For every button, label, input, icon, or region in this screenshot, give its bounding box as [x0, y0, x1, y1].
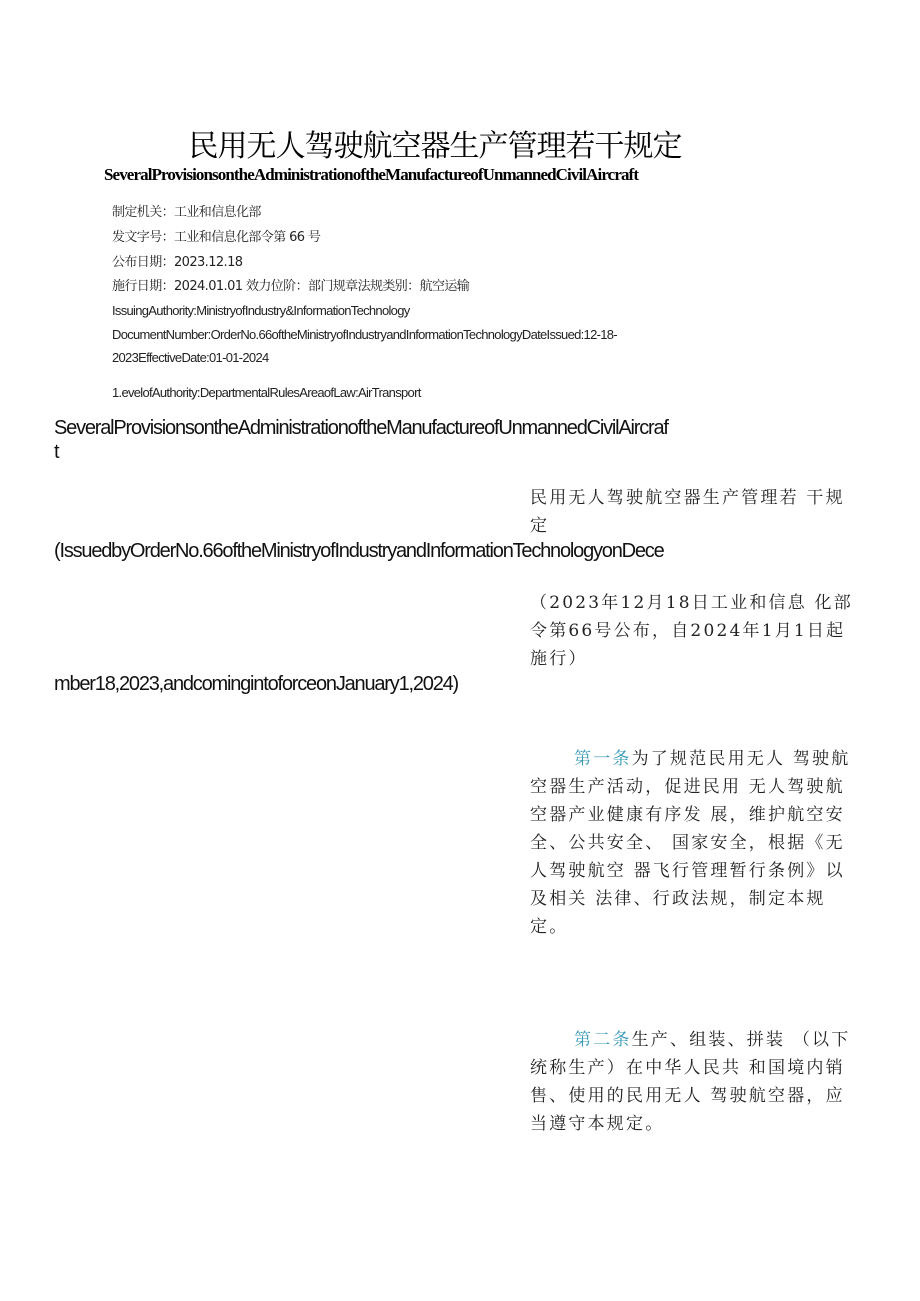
meta-en-docnum-2: 2023EffectiveDate:01-01-2024	[112, 350, 269, 365]
article-2	[530, 1026, 860, 1138]
cn-title-right: 民用无人驾驶航空器生产管理若 干规定	[530, 488, 845, 536]
meta-en-level: 1.evelofAuthority:DepartmentalRulesAreaofLaw:AirTransport	[112, 385, 421, 400]
en-title-line-1: SeveralProvisionsontheAdministrationoftheManufactureofUnmannedCivilAircraf	[54, 417, 668, 439]
en-issued-line-1: (IssuedbyOrderNo.66oftheMinistryofIndustryandInformationTechnologyonDece	[54, 540, 664, 562]
document-title-en: SeveralProvisionsontheAdministrationoftheManufactureofUnmannedCivilAircraft	[104, 165, 639, 184]
meta-document-number: 发文字号：工业和信息化部令第 66 号	[112, 230, 321, 245]
meta-en-docnum-1: DocumentNumber:OrderNo.66oftheMinistryofIndustryandInformationTechnologyDateIssued:12-18-	[112, 327, 617, 342]
article-1	[530, 745, 860, 941]
meta-en-authority: IssuingAuthority:MinistryofIndustry&InformationTechnology	[112, 303, 410, 318]
article-2-text: 生产、组装、拼装 （以下统称生产）在中华人民共 和国境内销售、使用的民用无人 驾驶航空器，应当遵守本规定。	[530, 1030, 851, 1134]
meta-effective-date: 施行日期：2024.01.01 效力位阶：部门规章法规类别：航空运输	[112, 279, 470, 294]
en-issued-line-2: mber18,2023,andcomingintoforceonJanuary1,2024)	[54, 673, 458, 695]
meta-issuing-authority: 制定机关：工业和信息化部	[112, 205, 261, 220]
article-2-label: 第二条	[574, 1030, 632, 1050]
meta-issue-date: 公布日期：2023.12.18	[112, 255, 243, 270]
article-1-label: 第一条	[574, 749, 632, 769]
en-title-line-2: t	[54, 441, 59, 463]
cn-issued-right: （2023年12月18日工业和信息 化部令第66号公布，自2024年1月1日起施行）	[530, 593, 853, 669]
article-1-text: 为了规范民用无人 驾驶航空器生产活动，促进民用 无人驾驶航空器产业健康有序发 展，维护航空安全、公共安全、 国家安全，根据《无人驾驶航空 器飞行管理暂行条例》以及相关 法律、行政法规，制定本规定。	[530, 749, 851, 937]
document-title-cn: 民用无人驾驶航空器生产管理若干规定	[188, 129, 682, 164]
